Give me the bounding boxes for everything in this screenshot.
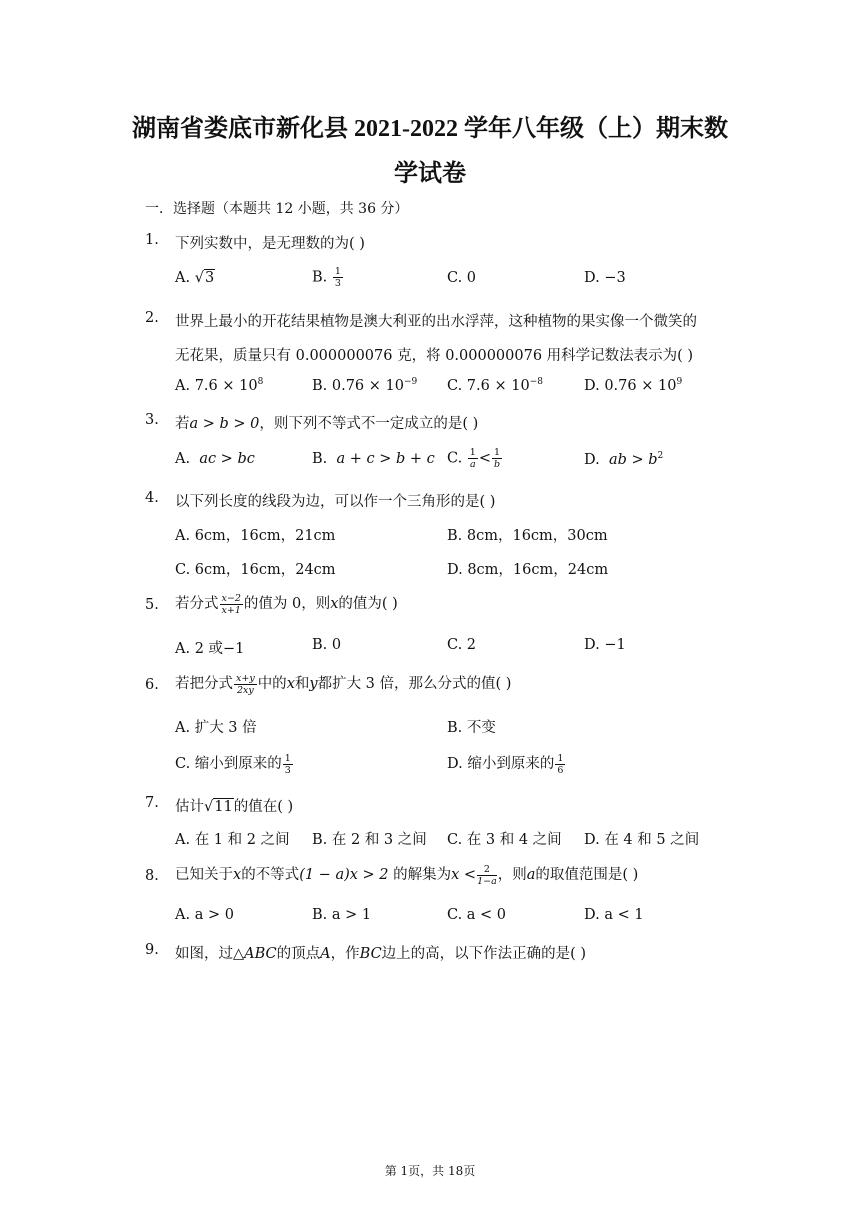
q8-a: a [526, 867, 536, 883]
q6-option-c [175, 752, 294, 776]
q2-number: 2. [145, 310, 159, 326]
numerator: 1 [284, 752, 291, 764]
q3-option-b [312, 451, 435, 467]
q9-mid2: ，作 [330, 946, 360, 962]
q9-pre: 如图，过△ [175, 946, 245, 962]
exponent: −8 [529, 377, 543, 387]
q2-text-line2: 无花果，质量只有 0.000000076 克，将 0.000000076 用科学记数法表示为( ) [175, 348, 694, 364]
q9-side: BC [359, 946, 382, 962]
q8-mid2: 的解集为 [388, 867, 452, 883]
q3-pre: 若 [175, 416, 190, 432]
fraction [492, 447, 502, 470]
radicand: 3 [204, 270, 215, 286]
exponent: 9 [676, 377, 683, 387]
q1-option-b [312, 266, 344, 289]
q7-option-b: B. 在 2 和 3 之间 [312, 832, 427, 848]
q5-post: 的值为( ) [338, 596, 398, 612]
denominator: x+1 [221, 604, 241, 616]
q3-number: 3. [145, 412, 159, 428]
q2-option-a [175, 377, 263, 394]
exponent: 2 [657, 451, 664, 461]
q4-option-d: D. 8cm，16cm，24cm [447, 562, 609, 578]
q1-option-a [175, 270, 215, 286]
q1-option-c: C. 0 [447, 270, 477, 286]
radicand: 11 [214, 799, 233, 815]
q9-mid: 的顶点 [276, 946, 321, 962]
q3-text [175, 412, 478, 433]
q6-pre: 若把分式 [175, 676, 233, 692]
q5-number: 5. [145, 597, 159, 613]
sqrt-symbol [195, 270, 215, 286]
q5-pre: 若分式 [175, 596, 219, 612]
q3-option-a [175, 451, 255, 467]
q8-option-b: B. a > 1 [312, 907, 372, 923]
q3-condition: a > b > 0 [189, 416, 260, 432]
q2-text-line1: 世界上最小的开花结果植物是澳大利亚的出水浮萍，这种植物的果实像一个微笑的 [175, 314, 697, 330]
q3-option-c [447, 447, 503, 470]
q3-d-label: D. [584, 451, 600, 468]
q9-triangle: ABC [244, 946, 277, 962]
q3-b-label: B. [312, 451, 328, 467]
exponent: −9 [403, 377, 418, 387]
denominator: 3 [284, 764, 291, 776]
q3-d-expr: ab > b [608, 451, 658, 468]
fraction [283, 753, 293, 776]
radical-sign: √ [194, 270, 204, 286]
denominator: 3 [334, 278, 341, 289]
q7-pre: 估计 [175, 799, 204, 815]
numerator: 1 [494, 447, 501, 458]
q4-option-b: B. 8cm，16cm，30cm [447, 528, 608, 544]
q5-var: x [330, 596, 339, 612]
q8-option-c: C. a < 0 [447, 907, 507, 923]
q1-option-d: D. −3 [584, 270, 626, 286]
q1-number: 1. [145, 232, 159, 248]
exponent: 8 [257, 377, 264, 387]
q1-b-label: B. [312, 269, 328, 286]
q4-option-c: C. 6cm，16cm，24cm [175, 562, 336, 578]
q4-option-a: A. 6cm，16cm，21cm [175, 528, 336, 544]
denominator: a [469, 459, 476, 470]
title-line-2: 学试卷 [394, 161, 466, 187]
q8-pre: 已知关于 [175, 867, 233, 883]
section-heading: 一．选择题（本题共 12 小题，共 36 分） [145, 201, 409, 217]
q8-x: x [233, 867, 242, 883]
q5-option-b: B. 0 [312, 637, 342, 653]
q7-option-d: D. 在 4 和 5 之间 [584, 832, 700, 848]
denominator: 6 [557, 764, 564, 776]
q5-option-d: D. −1 [584, 637, 626, 653]
q7-post: 的值在( ) [233, 799, 294, 815]
numerator: x−2 [221, 592, 241, 604]
q8-solution: x < [451, 867, 477, 883]
q1-text: 下列实数中，是无理数的为( ) [175, 236, 365, 252]
fraction [333, 266, 343, 289]
fraction [234, 673, 257, 696]
denominator: 2xy [236, 684, 254, 696]
title-line-1: 湖南省娄底市新化县 2021-2022 学年八年级（上）期末数 [132, 116, 728, 142]
q8-option-a: A. a > 0 [175, 907, 234, 923]
q2-option-c [447, 377, 543, 394]
q2-b-text: B. 0.76 × 10 [312, 377, 404, 394]
q6-c-text: C. 缩小到原来的 [175, 756, 282, 772]
q4-number: 4. [145, 490, 159, 506]
q3-post: ，则下列不等式不一定成立的是( ) [259, 416, 479, 432]
q6-y: y [309, 676, 318, 692]
q4-text: 以下列长度的线段为边，可以作一个三角形的是( ) [175, 494, 496, 510]
q6-number: 6. [145, 677, 159, 693]
fraction [220, 593, 243, 616]
q2-a-text: A. 7.6 × 10 [175, 377, 258, 394]
q3-c-label: C. [447, 450, 463, 467]
q2-option-b [312, 377, 417, 394]
q6-d-text: D. 缩小到原来的 [447, 756, 555, 772]
q3-a-label: A. [175, 451, 191, 467]
q2-c-text: C. 7.6 × 10 [447, 377, 530, 394]
q7-option-a: A. 在 1 和 2 之间 [175, 832, 290, 848]
numerator: 1 [557, 752, 564, 764]
q8-text [175, 863, 638, 887]
q6-x: x [286, 676, 295, 692]
q2-d-text: D. 0.76 × 10 [584, 377, 677, 394]
q9-vertex: A [320, 946, 331, 962]
denominator: 1−a [477, 875, 497, 887]
q9-number: 9. [145, 942, 159, 958]
q8-mid: 的不等式 [241, 867, 300, 883]
q3-option-d [584, 451, 663, 468]
q9-text [175, 942, 586, 963]
q6-text [175, 672, 511, 696]
fraction [555, 753, 565, 776]
q6-option-b: B. 不变 [447, 720, 496, 736]
q2-option-d [584, 377, 682, 394]
sqrt-symbol: √11 [204, 799, 233, 815]
q8-number: 8. [145, 868, 159, 884]
numerator: 1 [334, 266, 341, 277]
numerator: x+y [236, 672, 255, 684]
q6-option-d [447, 752, 566, 776]
q3-a-expr: ac > bc [199, 451, 255, 467]
q5-text [175, 592, 398, 616]
q5-option-a: A. 2 或−1 [175, 641, 245, 657]
q5-option-c: C. 2 [447, 637, 477, 653]
q7-number: 7. [145, 795, 159, 811]
page-footer: 第 1页，共 18页 [384, 1164, 476, 1178]
q8-post: 的取值范围是( ) [535, 867, 639, 883]
numerator: 1 [469, 447, 476, 458]
q1-a-label: A. [175, 270, 191, 286]
q8-option-d: D. a < 1 [584, 907, 644, 923]
q6-mid1: 中的 [257, 676, 287, 692]
q5-mid: 的值为 0，则 [243, 596, 331, 612]
q3-b-expr: a + c > b + c [336, 451, 435, 467]
less-than: < [478, 450, 491, 467]
q7-text [175, 795, 293, 816]
q9-post: 边上的高，以下作法正确的是( ) [381, 946, 587, 962]
q8-inequality: (1 − a)x > 2 [299, 867, 389, 883]
q6-post: 都扩大 3 倍，那么分式的值( ) [317, 676, 512, 692]
q8-mid3: ，则 [497, 867, 527, 883]
q7-option-c: C. 在 3 和 4 之间 [447, 832, 562, 848]
denominator: b [493, 459, 501, 470]
q6-mid2: 和 [294, 676, 310, 692]
fraction [468, 447, 478, 470]
fraction [477, 864, 497, 887]
numerator: 2 [477, 864, 497, 876]
q6-option-a: A. 扩大 3 倍 [175, 720, 257, 736]
